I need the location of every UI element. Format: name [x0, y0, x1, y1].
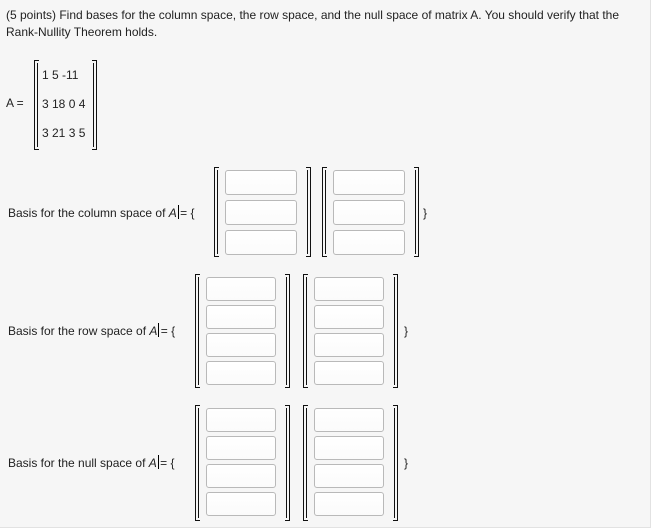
column-vector-2-entry-3[interactable]	[333, 230, 405, 255]
null-vector-1-entry-4[interactable]	[206, 492, 276, 516]
matrix-row-1: 1 5 -11	[42, 68, 79, 82]
null-vector-1-entry-1[interactable]	[206, 408, 276, 432]
null-vector-1-entry-3[interactable]	[206, 464, 276, 488]
null-vector-2-left-bracket	[303, 405, 308, 521]
column-space-label: Basis for the column space of A = {	[8, 206, 195, 220]
var-a: A	[148, 456, 157, 470]
var-a: A	[168, 206, 177, 220]
null-vector-1-entry-2[interactable]	[206, 436, 276, 460]
null-vector-1-right-bracket	[285, 405, 290, 521]
question-prompt: (5 points) Find bases for the column space, the row space, and the null space of matrix A. You should verify that the Rank-Nullity Theorem holds.	[6, 8, 620, 39]
column-vector-2-left-bracket	[322, 167, 327, 257]
null-space-close-brace: }	[404, 456, 409, 470]
column-vector-1-left-bracket	[214, 167, 219, 257]
column-vector-1-entry-1[interactable]	[225, 170, 297, 195]
matrix-row-2: 3 18 0 4	[42, 97, 86, 111]
row-vector-1-entry-2[interactable]	[206, 305, 276, 329]
row-vector-1-entry-3[interactable]	[206, 333, 276, 357]
row-space-close-brace: }	[404, 324, 409, 338]
column-vector-2-entry-2[interactable]	[333, 200, 405, 225]
matrix-right-bracket	[92, 60, 97, 150]
column-vector-1-entry-2[interactable]	[225, 200, 297, 225]
column-vector-1-entry-3[interactable]	[225, 230, 297, 255]
null-vector-2-entry-2[interactable]	[314, 436, 384, 460]
column-vector-2-entry-1[interactable]	[333, 170, 405, 195]
column-space-close-brace: }	[423, 206, 428, 220]
var-a: A	[149, 324, 158, 338]
null-space-label: Basis for the null space of A = {	[8, 456, 175, 470]
row-vector-1-right-bracket	[285, 274, 290, 388]
null-vector-2-entry-3[interactable]	[314, 464, 384, 488]
column-vector-2-right-bracket	[414, 167, 419, 257]
row-vector-2-entry-1[interactable]	[314, 277, 384, 301]
row-vector-1-entry-1[interactable]	[206, 277, 276, 301]
row-vector-1-left-bracket	[195, 274, 200, 388]
null-vector-1-left-bracket	[195, 405, 200, 521]
row-vector-1-entry-4[interactable]	[206, 361, 276, 385]
row-vector-2-left-bracket	[303, 274, 308, 388]
row-vector-2-right-bracket	[393, 274, 398, 388]
null-vector-2-entry-1[interactable]	[314, 408, 384, 432]
row-vector-2-entry-2[interactable]	[314, 305, 384, 329]
matrix-left-bracket	[34, 60, 39, 150]
matrix-row-3: 3 21 3 5	[42, 126, 86, 140]
matrix-label: A =	[6, 96, 24, 110]
row-space-label: Basis for the row space of A = {	[8, 324, 176, 338]
row-vector-2-entry-3[interactable]	[314, 333, 384, 357]
row-vector-2-entry-4[interactable]	[314, 361, 384, 385]
null-vector-2-right-bracket	[393, 405, 398, 521]
column-vector-1-right-bracket	[306, 167, 311, 257]
null-vector-2-entry-4[interactable]	[314, 492, 384, 516]
